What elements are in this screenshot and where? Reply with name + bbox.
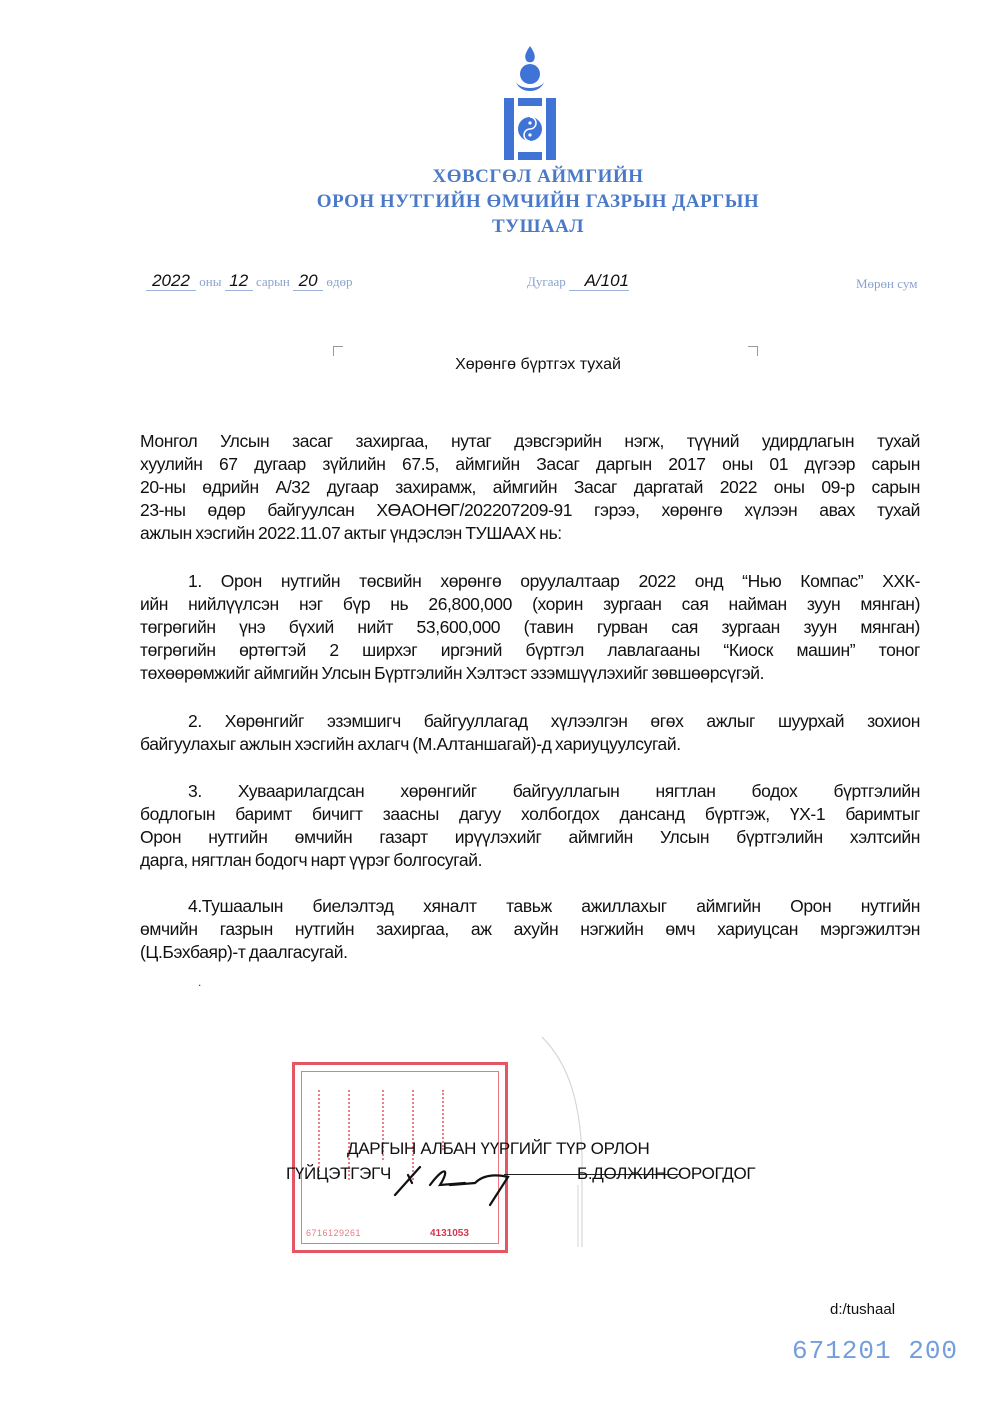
number-label: Дугаар xyxy=(527,274,566,289)
signer-title-line2: ГҮЙЦЭТГЭГЧ xyxy=(286,1164,392,1183)
soyombo-emblem-icon xyxy=(502,44,558,162)
item4-line: өмчийн газрын нутгийн захиргаа, аж ахуйн нэгжийн өмч хариуцсан мэргэжилтэн xyxy=(140,919,920,939)
signer-title-line1: ДАРГЫН АЛБАН ҮҮРГИЙГ ТҮР ОРЛОН xyxy=(347,1139,650,1158)
date-year-label: оны xyxy=(199,274,222,289)
stamp-number-right: 4131053 xyxy=(430,1228,469,1239)
received-date-stamp: 671201 200 xyxy=(792,1336,959,1366)
item4-line: 4.Тушаалын биелэлтэд хяналт тавьж ажиллахыг аймгийн Орон нутгийн xyxy=(188,896,920,916)
subject-corner-right xyxy=(748,346,758,356)
item3-line: дарга, нягтлан бодогч нарт үүрэг болгосугай. xyxy=(140,850,483,870)
preamble-line: Монгол Улсын засаг захиргаа, нутаг дэвсгэрийн нэгж, түүний удирдлагын тухай xyxy=(140,431,920,451)
signer-name: Б.ДОЛЖИНСОРОГДОГ xyxy=(577,1164,756,1183)
preamble-line: 20-ны өдрийн А/32 дугаар захирамж, аймгийн Засаг даргатай 2022 оны 09-р сарын xyxy=(140,477,920,497)
item3-line: бодлогын баримт бичигт заасны дагуу холбогдох дансанд бүртгэж, ҮХ-1 баримтыг xyxy=(140,804,920,824)
header-doc-type: ТУШААЛ xyxy=(491,216,585,237)
preamble-line: хуулийн 67 дугаар зүйлийн 67.5, аймгийн Засаг даргын 2017 оны 01 дүгээр сарын xyxy=(140,454,920,474)
subject-corner-left xyxy=(333,346,343,356)
date-month: 12 xyxy=(225,272,253,291)
preamble-line: 23-ны өдөр байгуулсан ХӨАОНӨГ/202207209-91 гэрээ, хөрөнгө хүлээн авах тухай xyxy=(140,500,920,520)
item1-line: төхөөрөмжийг аймгийн Улсын Бүртгэлийн Хэлтэст эзэмшүүлэхийг зөвшөөрсүгэй. xyxy=(140,663,765,683)
preamble-line: ажлын хэсгийн 2022.11.07 актыг үндэслэн ТУШААХ нь: xyxy=(140,523,562,543)
item2-line: байгуулахыг ажлын хэсгийн ахлагч (М.Алтаншагай)-д хариуцуулсугай. xyxy=(140,734,681,754)
item1-line: төгрөгийн өртөгтэй 2 ширхэг иргэний бүртгэл лавлагааны “Киоск машин” тоног xyxy=(140,640,920,660)
order-number: А/101 xyxy=(569,272,629,291)
header-region-name: ХӨВСГӨЛ АЙМГИЙН xyxy=(432,166,644,187)
item1-line: төгрөгийн үнэ бүхий нийт 53,600,000 (тавин гурван сая зургаан зуун мянган) xyxy=(140,617,920,637)
number-row xyxy=(527,272,629,291)
item3-line: Орон нутгийн өмчийн газарт ирүүлэхийг аймгийн Улсын бүртгэлийн хэлтсийн xyxy=(140,827,920,847)
file-path: d:/tushaal xyxy=(830,1301,896,1318)
header-office-name: ОРОН НУТГИЙН ӨМЧИЙН ГАЗРЫН ДАРГЫН xyxy=(316,191,760,212)
stamp-number-left: 6716129261 xyxy=(306,1228,362,1238)
item1-line: ийн нийлүүлсэн нэг бүр нь 26,800,000 (хорин зургаан сая найман зуун мянган) xyxy=(140,594,920,614)
date-year: 2022 xyxy=(146,272,196,291)
item3-line: 3. Хуваарилагдсан хөрөнгийг байгууллагын нягтлан бодох бүртгэлийн xyxy=(188,781,920,801)
handwritten-signature xyxy=(390,1155,520,1215)
item1-line: 1. Орон нутгийн төсвийн хөрөнгө оруулалтаар 2022 онд “Нью Компас” ХХК- xyxy=(188,571,920,591)
stray-mark: . xyxy=(198,975,202,989)
date-day: 20 xyxy=(293,272,323,291)
item2-line: 2. Хөрөнгийг эзэмшигч байгууллагад хүлээлгэн өгөх ажлыг шуурхай зохион xyxy=(188,711,920,731)
date-month-label: сарын xyxy=(255,274,290,289)
subject-title: Хөрөнгө бүртгэх тухай xyxy=(455,356,621,373)
place: Мөрөн сум xyxy=(856,276,918,291)
date-day-label: өдөр xyxy=(326,274,353,289)
item4-line: (Ц.Бэхбаяр)-т даалгасугай. xyxy=(140,942,348,962)
date-row xyxy=(146,272,352,291)
